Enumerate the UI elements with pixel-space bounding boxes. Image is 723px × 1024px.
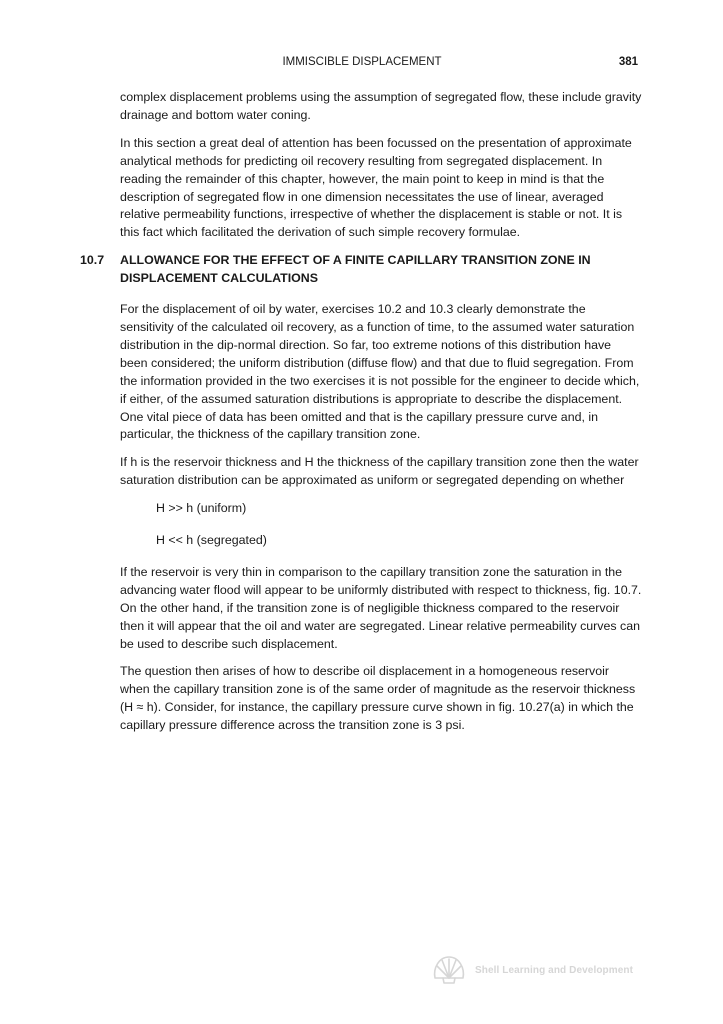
footer-brand [432,954,633,986]
paragraph: complex displacement problems using the assumption of segregated flow, these include gravity drainage and bottom water coning. [120,90,642,122]
page-number: 381 [618,56,638,68]
body-text [80,89,642,745]
section-number: 10.7 [80,253,105,268]
page-header [120,54,640,70]
formula-segregated: H << h (segregated) [156,533,267,548]
section-heading [80,252,642,288]
shell-logo-icon [432,954,466,986]
paragraph: For the displacement of oil by water, exercises 10.2 and 10.3 clearly demonstrate the sensitivity of the calculated oil recovery, as a function of time, to the assumed water saturation distribution in the dip-normal direction. So far, too extreme notions of this distribution have been considered; the uniform distribution (diffuse flow) and that due to fluid segregation. From the information provided in the two exercises it is not possible for the engineer to decide which, if either, of the assumed saturation distributions is appropriate to describe the displacement. One vital piece of data has been omitted and that is the capillary pressure curve and, in particular, the thickness of the capillary transition zone. [120,302,640,442]
footer-brand-text: Shell Learning and Development [475,964,634,976]
running-title: IMMISCIBLE DISPLACEMENT [282,56,442,68]
section-title: ALLOWANCE FOR THE EFFECT OF A FINITE CAPILLARY TRANSITION ZONE IN DISPLACEMENT CALCULATIONS [120,253,591,286]
paragraph: If h is the reservoir thickness and H the thickness of the capillary transition zone then the water saturation distribution can be approximated as uniform or segregated depending on whether [120,455,639,488]
paragraph: In this section a great deal of attention has been focussed on the presentation of approximate analytical methods for predicting oil recovery resulting from segregated displacement. In reading the remainder of this chapter, however, the main point to keep in mind is that the description of segregated flow in one dimension necessitates the use of linear, averaged relative permeability functions, irrespective of whether the displacement is stable or not. It is this fact which facilitated the derivation of such simple recovery formulae. [120,135,632,240]
paragraph: If the reservoir is very thin in comparison to the capillary transition zone the saturation in the advancing water flood will appear to be uniformly distributed with respect to thickness, fig. 10.7. On the other hand, if the transition zone is of negligible thickness compared to the reservoir then it will appear that the oil and water are segregated. Linear relative permeability curves can be used to describe such displacement. [120,564,642,651]
formula-uniform: H >> h (uniform) [156,501,247,516]
paragraph: The question then arises of how to describe oil displacement in a homogeneous reservoir when the capillary transition zone is of the same order of magnitude as the reservoir thickness (H ≈ h). Consider, for instance, the capillary pressure curve shown in fig. 10.27(a) in which the capillary pressure difference across the transition zone is 3 psi. [120,664,636,733]
